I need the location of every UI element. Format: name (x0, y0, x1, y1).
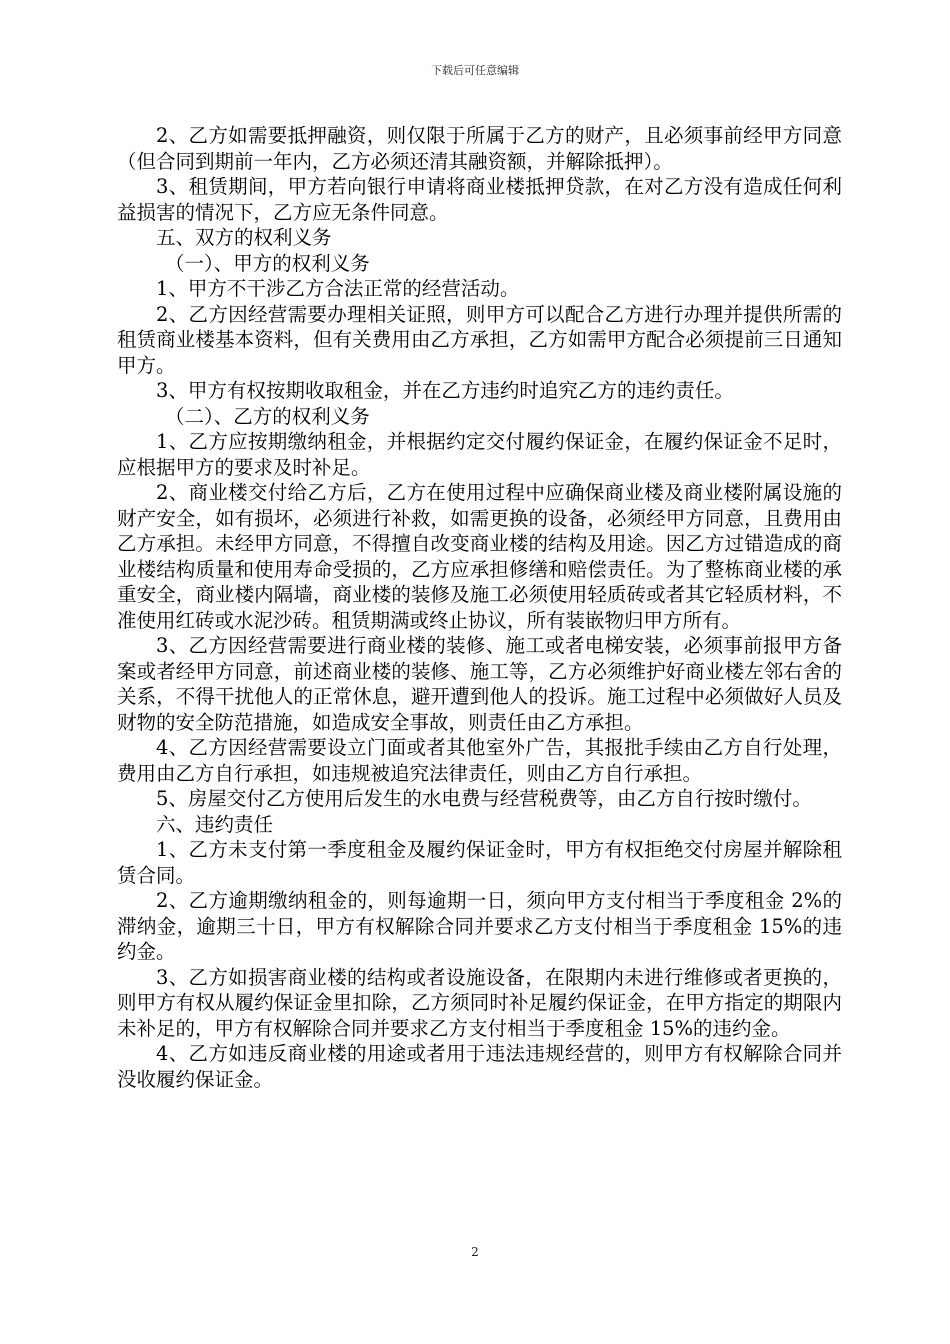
page-number: 2 (471, 1245, 479, 1259)
section-heading: 五、双方的权利义务 (156, 226, 332, 249)
paragraph: 2、乙方逾期缴纳租金的，则每逾期一日，须向甲方支付相当于季度租金 2%的滞纳金，逾期三十日，甲方有权解除合同并要求乙方支付相当于季度租金 15%的违约金。 (117, 889, 842, 963)
paragraph: 1、甲方不干涉乙方合法正常的经营活动。 (156, 277, 520, 300)
paragraph: 4、乙方如违反商业楼的用途或者用于违法违规经营的，则甲方有权解除合同并没收履约保证金。 (117, 1042, 842, 1091)
paragraph: 1、乙方应按期缴纳租金，并根据约定交付履约保证金，在履约保证金不足时，应根据甲方的要求及时补足。 (117, 430, 842, 479)
paragraph: 5、房屋交付乙方使用后发生的水电费与经营税费等，由乙方自行按时缴付。 (156, 787, 812, 810)
paragraph: 3、租赁期间，甲方若向银行申请将商业楼抵押贷款，在对乙方没有造成任何利益损害的情况下，乙方应无条件同意。 (117, 175, 842, 224)
paragraph: 4、乙方因经营需要设立门面或者其他室外广告，其报批手续由乙方自行处理，费用由乙方自行承担，如违规被追究法律责任，则由乙方自行承担。 (117, 736, 842, 785)
paragraph: 2、乙方因经营需要办理相关证照，则甲方可以配合乙方进行办理并提供所需的租赁商业楼基本资料，但有关费用由乙方承担，乙方如需甲方配合必须提前三日通知甲方。 (117, 302, 842, 377)
paragraph: 1、乙方未支付第一季度租金及履约保证金时，甲方有权拒绝交付房屋并解除租赁合同。 (117, 838, 842, 887)
paragraph: 2、乙方如需要抵押融资，则仅限于所属于乙方的财产，且必须事前经甲方同意（但合同到期前一年内，乙方必须还清其融资额，并解除抵押）。 (117, 124, 842, 173)
section-heading: 六、违约责任 (156, 812, 274, 836)
paragraph: 3、乙方如损害商业楼的结构或者设施设备，在限期内未进行维修或者更换的，则甲方有权从履约保证金里扣除，乙方须同时补足履约保证金，在甲方指定的期限内未补足的，甲方有权解除合同并要求乙方支付相当于季度租金 15%的违约金。 (117, 965, 842, 1040)
page-header: 下载后可任意编辑 (431, 64, 519, 77)
paragraph: 3、甲方有权按期收取租金，并在乙方违约时追究乙方的违约责任。 (156, 379, 734, 402)
document-body (117, 123, 842, 1092)
paragraph: 3、乙方因经营需要进行商业楼的装修、施工或者电梯安装，必须事前报甲方备案或者经甲方同意，前述商业楼的装修、施工等，乙方必须维护好商业楼左邻右舍的关系，不得干扰他人的正常休息，避开遭到他人的投诉。施工过程中必须做好人员及财物的安全防范措施，如造成安全事故，则责任由乙方承担。 (117, 634, 842, 734)
paragraph: 2、商业楼交付给乙方后，乙方在使用过程中应确保商业楼及商业楼附属设施的财产安全，如有损坏，必须进行补救，如需更换的设备，必须经甲方同意，且费用由乙方承担。未经甲方同意，不得擅自改变商业楼的结构及用途。因乙方过错造成的商业楼结构质量和使用寿命受损的，乙方应承担修缮和赔偿责任。为了整栋商业楼的承重安全，商业楼内隔墙，商业楼的装修及施工必须使用轻质砖或者其它轻质材料，不准使用红砖或水泥沙砖。租赁期满或终止协议，所有装嵌物归甲方所有。 (117, 481, 842, 632)
subsection-heading: （一）、甲方的权利义务 (165, 251, 370, 275)
subsection-heading: （二）、乙方的权利义务 (165, 404, 370, 428)
